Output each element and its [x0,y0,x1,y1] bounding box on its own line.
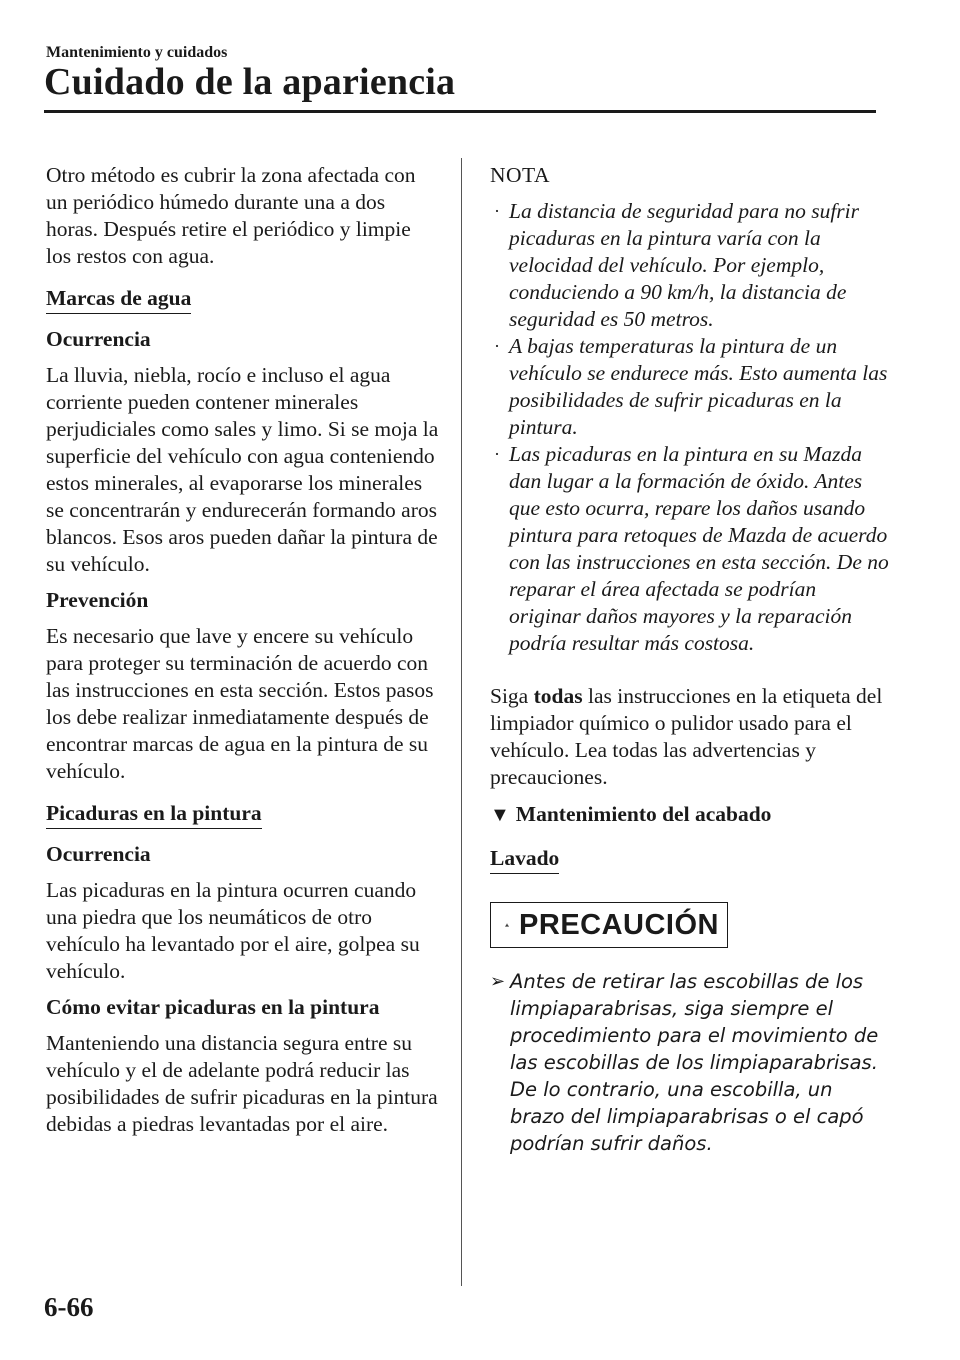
nota-list [490,198,890,657]
header-section: Mantenimiento y cuidados [46,44,228,61]
nota-label: NOTA [490,163,550,187]
heading-como-evitar: Cómo evitar picaduras en la pintura [46,995,380,1019]
page-title: Cuidado de la apariencia [44,61,456,103]
nota-item: · Las picaduras en la pintura en su Mazda dan lugar a la formación de óxido. Antes que esto ocurra, repare los daños usando pintura para retoques de Mazda de acuerdo con las instrucciones en esta sección. De no reparar el área afectada se podrían originar daños mayores y la reparación podría resultar más costosa. [494,442,889,655]
paragraph-water-marks: La lluvia, niebla, rocío e incluso el agua corriente pueden contener minerales perjudiciales como sales y limo. Si se moja la superficie del vehículo con agua conteniendo estos minerales, al evaporarse los minerales se concentrarán y endurecerán formando aros blancos. Esos aros pueden dañar la pintura de su vehículo. [46,363,439,576]
bullet-dot-icon: · [494,336,500,356]
section-mantenimiento-acabado: ▼ Mantenimiento del acabado [490,802,772,826]
heading-prevencion: Prevención [46,588,149,612]
nota-item: · A bajas temperaturas la pintura de un vehículo se endurece más. Esto aumenta las posibilidades de sufrir picaduras en la pintura. [494,334,888,439]
heading-picaduras: Picaduras en la pintura [46,800,262,829]
nota-item: · La distancia de seguridad para no sufrir picaduras en la pintura varía con la velocidad del vehículo. Por ejemplo, conduciendo a 90 km/h, la distancia de seguridad es 50 metros. [494,199,859,331]
bullet-dot-icon: · [494,444,500,464]
right-column [490,162,890,1157]
paragraph-chipping: Las picaduras en la pintura ocurren cuando una piedra que los neumáticos de otro vehículo ha levantado por el aire, golpea su vehículo. [46,878,420,983]
bullet-dot-icon: · [494,201,500,221]
paragraph-siga: Siga todas las instrucciones en la etiqueta del limpiador químico o pulidor usado para el vehículo. Lea todas las advertencias y precauciones. [490,684,883,789]
caution-box [490,902,728,948]
triangle-down-icon: ▼ [490,804,510,826]
warning-triangle-icon [505,910,509,940]
page-number: 6-66 [44,1292,94,1322]
paragraph-cover-method: Otro método es cubrir la zona afectada con un periódico húmedo durante una a dos horas. Después retire el periódico y limpie los restos con agua. [46,163,416,268]
column-divider [461,158,462,1286]
caution-label: PRECAUCIÓN [519,908,719,941]
heading-marcas-de-agua: Marcas de agua [46,285,191,314]
heading-ocurrencia-2: Ocurrencia [46,842,151,866]
left-column [46,162,441,1147]
arrow-right-icon: ➢ [490,971,506,992]
heading-ocurrencia: Ocurrencia [46,327,151,351]
paragraph-prevention: Es necesario que lave y encere su vehículo para proteger su terminación de acuerdo con las instrucciones en esta sección. Estos pasos los debe realizar inmediatamente después de encontrar marcas de agua en la pintura de su vehículo. [46,624,434,783]
header-rule [44,110,876,113]
paragraph-safe-distance: Manteniendo una distancia segura entre su vehículo y el de adelante podrá reducir las posibilidades de sufrir picaduras en la pintura debidas a piedras levantadas por el aire. [46,1031,438,1136]
heading-lavado: Lavado [490,845,559,874]
caution-item: ➢ Antes de retirar las escobillas de los limpiaparabrisas, siga siempre el procedimiento para el movimiento de las escobillas de los limpiaparabrisas. De lo contrario, una escobilla, un brazo del limpiaparabrisas o el capó podrían sufrir daños. [490,970,879,1155]
